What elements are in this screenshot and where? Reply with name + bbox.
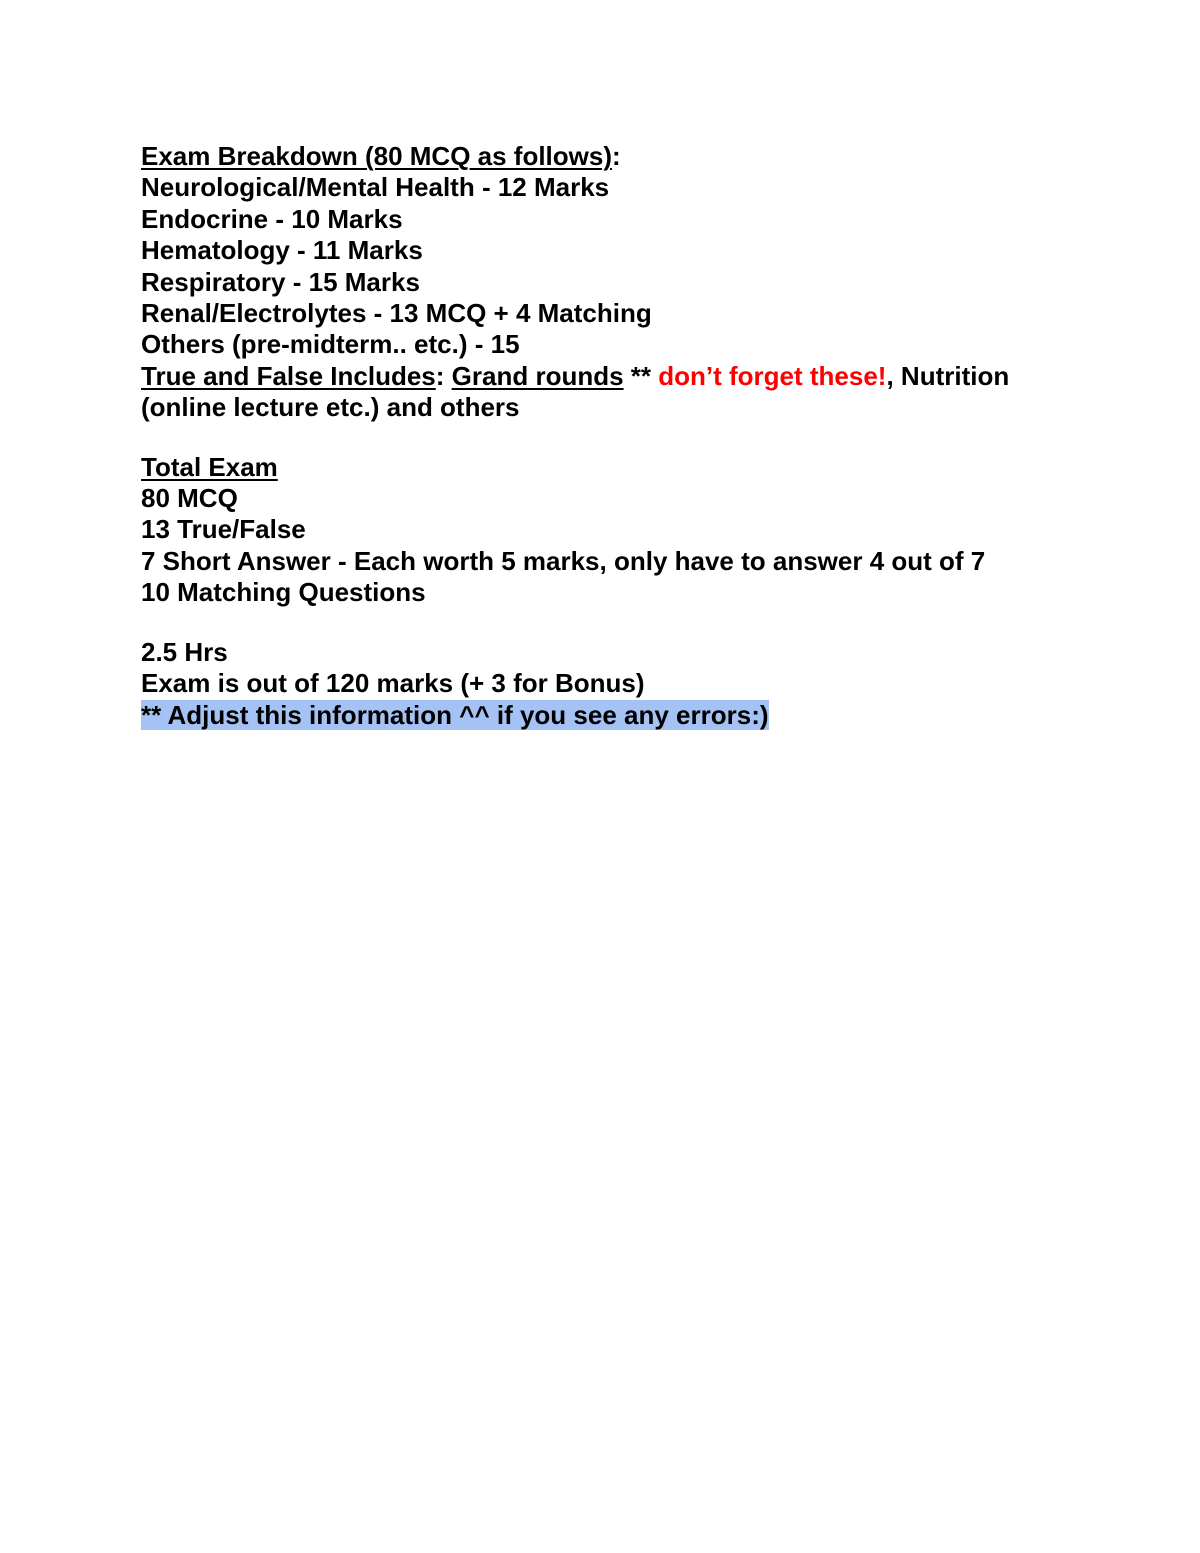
total-heading: Total Exam bbox=[141, 451, 278, 482]
breakdown-item-neuro: Neurological/Mental Health - 12 Marks bbox=[141, 172, 610, 203]
total-item-mcq: 80 MCQ bbox=[141, 483, 238, 514]
true-false-line bbox=[141, 361, 1101, 392]
breakdown-heading-colon: : bbox=[612, 141, 621, 171]
true-false-colon: : bbox=[435, 360, 452, 391]
document-body bbox=[141, 141, 1101, 731]
breakdown-item-endocrine: Endocrine - 10 Marks bbox=[141, 203, 403, 234]
breakdown-item-renal: Renal/Electrolytes - 13 MCQ + 4 Matching bbox=[141, 298, 652, 329]
breakdown-heading-line bbox=[141, 141, 1101, 172]
total-item-short-answer: 7 Short Answer - Each worth 5 marks, only have to answer 4 out of 7 bbox=[141, 545, 986, 576]
breakdown-item-respiratory: Respiratory - 15 Marks bbox=[141, 266, 420, 297]
total-item-matching: 10 Matching Questions bbox=[141, 577, 426, 608]
true-false-continuation: (online lecture etc.) and others bbox=[141, 392, 520, 423]
breakdown-item-others: Others (pre-midterm.. etc.) - 15 bbox=[141, 329, 520, 360]
grand-rounds-text: Grand rounds bbox=[451, 360, 624, 391]
adjust-note-highlight[interactable]: ** Adjust this information ^^ if you see any errors:) bbox=[141, 699, 769, 730]
warning-text: don’t forget these! bbox=[658, 360, 887, 391]
duration-text: 2.5 Hrs bbox=[141, 636, 228, 667]
spacer bbox=[141, 424, 1101, 452]
stars-text: ** bbox=[623, 360, 659, 391]
total-heading-line bbox=[141, 452, 1101, 483]
total-marks-text: Exam is out of 120 marks (+ 3 for Bonus) bbox=[141, 668, 645, 699]
total-item-true-false: 13 True/False bbox=[141, 514, 306, 545]
breakdown-heading: Exam Breakdown (80 MCQ as follows) bbox=[141, 141, 613, 171]
breakdown-item-hematology: Hematology - 11 Marks bbox=[141, 235, 423, 266]
nutrition-text: , Nutrition bbox=[886, 360, 1010, 391]
true-false-label: True and False Includes bbox=[141, 360, 436, 391]
adjust-note-line bbox=[141, 700, 1101, 731]
spacer bbox=[141, 609, 1101, 637]
